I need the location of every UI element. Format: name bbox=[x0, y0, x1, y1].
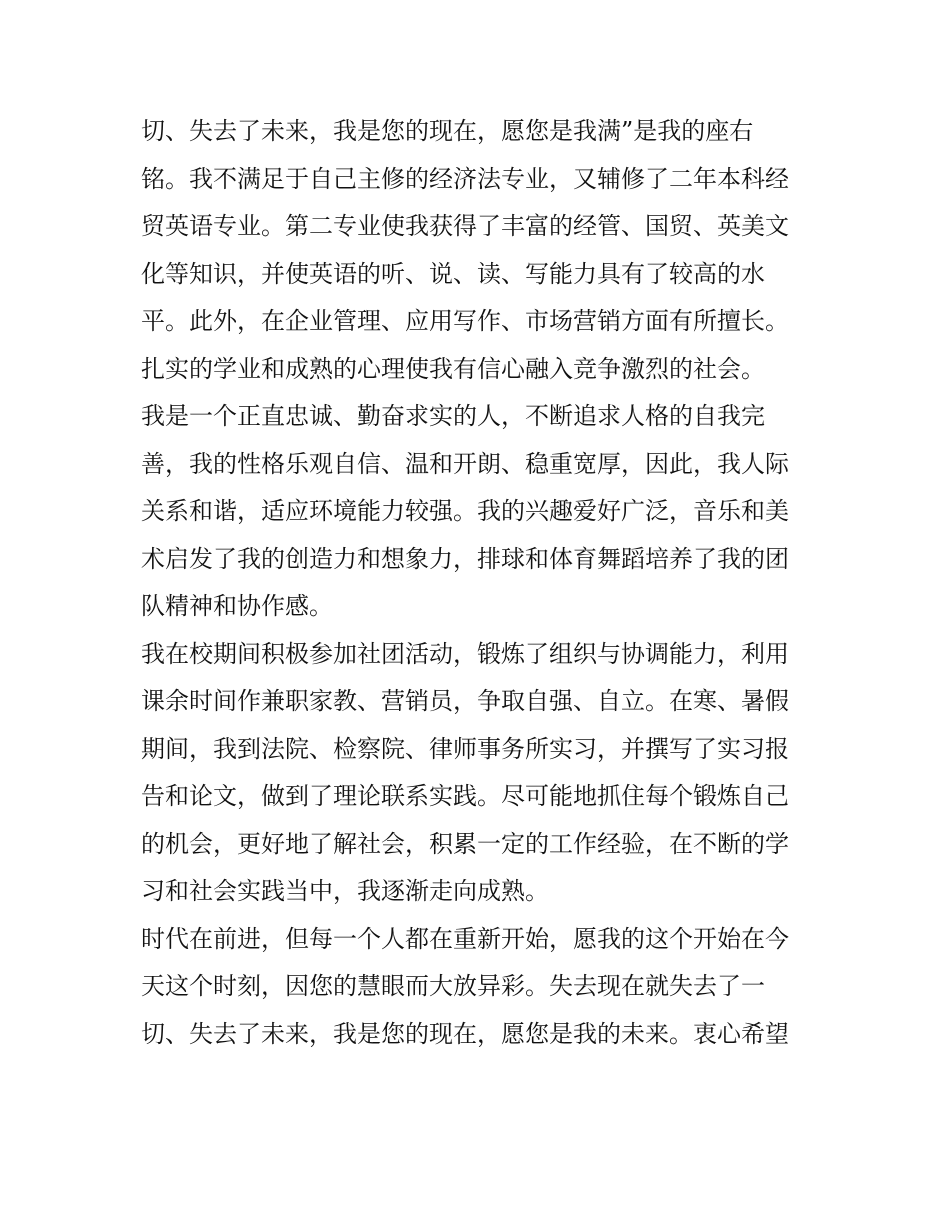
text-line: 贸英语专业。第二专业使我获得了丰富的经管、国贸、英美文 bbox=[141, 212, 789, 240]
text-line: 习和社会实践当中，我逐渐走向成熟。 bbox=[141, 877, 549, 905]
text-line: 课余时间作兼职家教、营销员，争取自强、自立。在寒、暑假 bbox=[141, 687, 789, 715]
text-line: 关系和谐，适应环境能力较强。我的兴趣爱好广泛，音乐和美 bbox=[141, 497, 789, 525]
text-line: 扎实的学业和成熟的心理使我有信心融入竞争激烈的社会。 bbox=[141, 354, 765, 383]
text-line: 化等知识，并使英语的听、说、读、写能力具有了较高的水 bbox=[141, 259, 765, 288]
text-line: 切、失去了未来，我是您的现在，愿您是我满”是我的座右 bbox=[141, 117, 754, 145]
text-line: 告和论文，做到了理论联系实践。尽可能地抓住每个锻炼自己 bbox=[141, 782, 789, 810]
text-line: 队精神和协作感。 bbox=[141, 592, 333, 620]
text-line: 期间，我到法院、检察院、律师事务所实习，并撰写了实习报 bbox=[141, 734, 789, 763]
text-line: 铭。我不满足于自己主修的经济法专业，又辅修了二年本科经 bbox=[141, 164, 789, 193]
text-line: 我在校期间积极参加社团活动，锻炼了组织与协调能力，利用 bbox=[141, 639, 789, 668]
text-line: 我是一个正直忠诚、勤奋求实的人，不断追求人格的自我完 bbox=[141, 402, 765, 430]
text-line: 切、失去了未来，我是您的现在，愿您是我的未来。衷心希望 bbox=[141, 1019, 789, 1048]
text-line: 术启发了我的创造力和想象力，排球和体育舞蹈培养了我的团 bbox=[141, 544, 789, 573]
text-line: 的机会，更好地了解社会，积累一定的工作经验，在不断的学 bbox=[141, 829, 789, 858]
text-line: 时代在前进，但每一个人都在重新开始，愿我的这个开始在今 bbox=[141, 924, 789, 953]
text-line: 天这个时刻，因您的慧眼而大放异彩。失去现在就失去了一 bbox=[141, 972, 765, 1000]
text-line: 平。此外，在企业管理、应用写作、市场营销方面有所擅长。 bbox=[141, 307, 789, 335]
body-text bbox=[141, 108, 821, 1058]
text-line: 善，我的性格乐观自信、温和开朗、稳重宽厚，因此，我人际 bbox=[141, 449, 789, 478]
